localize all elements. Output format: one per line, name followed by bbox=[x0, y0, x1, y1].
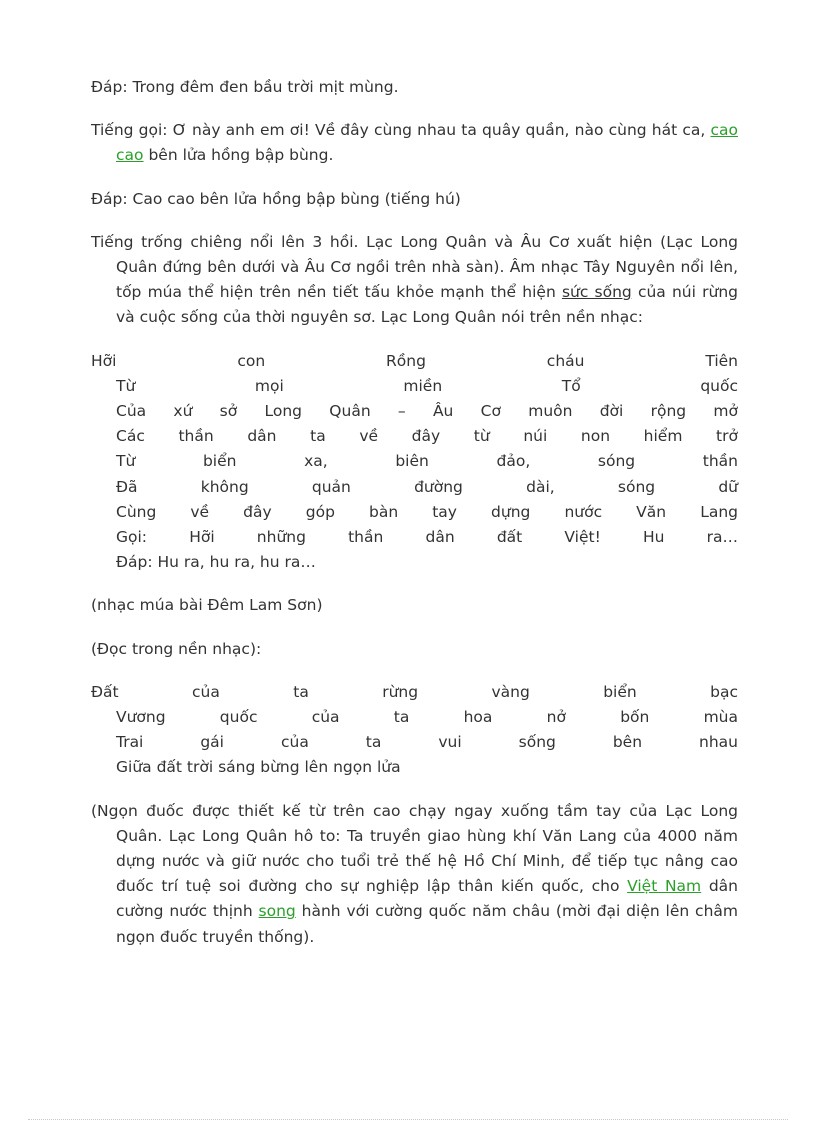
reading-note bbox=[91, 637, 738, 662]
cao-cao-link[interactable]: cao cao bbox=[116, 121, 738, 165]
call-text-end: bên lửa hồng bập bùng. bbox=[143, 146, 334, 165]
poem-line: Cùng về đây góp bàn tay dựng nước Văn Lang bbox=[116, 502, 738, 521]
torch-paragraph bbox=[91, 799, 738, 950]
poem-land bbox=[91, 680, 738, 781]
torch-text: (Ngọn đuốc được thiết kế từ trên cao chạy ngay xuống tầm tay của Lạc Long Quân. Lạc Long Quân hô to: Ta truyền giao hùng khí Văn Lang của 4000 năm dựng nước và giữ nước cho tuổi trẻ thế hệ Hồ Chí Minh, để tiếp tục nâng cao đuốc trí tuệ soi đường cho sự nghiệp lập thân kiến quốc, cho bbox=[91, 801, 738, 896]
page-bottom-divider bbox=[28, 1119, 788, 1120]
poem-line: Hỡi con Rồng cháu Tiên bbox=[91, 351, 738, 370]
viet-nam-link[interactable]: Việt Nam bbox=[627, 877, 702, 896]
answer-line-2 bbox=[91, 187, 738, 212]
call-text: Tiếng gọi: Ơ này anh em ơi! Về đây cùng nhau ta quây quần, nào cùng hát ca, bbox=[91, 121, 711, 140]
answer-line-1 bbox=[91, 75, 738, 100]
poem-line: Trai gái của ta vui sống bên nhau bbox=[116, 733, 738, 752]
poem-line: Đã không quản đường dài, sóng dữ bbox=[116, 477, 738, 496]
torch-text-mid: dân cường nước thịnh bbox=[116, 877, 738, 921]
poem-line: Từ mọi miền Tổ quốc bbox=[116, 376, 738, 395]
music-note bbox=[91, 593, 738, 618]
suc-song-link[interactable]: sức sống bbox=[561, 283, 632, 302]
poem-line: Giữa đất trời sáng bừng lên ngọn lửa bbox=[116, 758, 401, 777]
drum-paragraph bbox=[91, 230, 738, 331]
poem-line: Của xứ sở Long Quân – Âu Cơ muôn đời rộng mở bbox=[116, 402, 738, 421]
poem-lac-long-quan bbox=[91, 349, 738, 576]
drum-text: Tiếng trống chiêng nổi lên 3 hồi. Lạc Long Quân và Âu Cơ xuất hiện (Lạc Long Quân đứng bên dưới và Âu Cơ ngồi trên nhà sàn). Âm nhạc Tây Nguyên nổi lên, tốp múa thể hiện trên nền tiết tấu khỏe mạnh thể hiện bbox=[91, 232, 738, 302]
drum-text-end: của núi rừng và cuộc sống của thời nguyên sơ. Lạc Long Quân nói trên nền nhạc: bbox=[116, 283, 738, 327]
song-link[interactable]: song bbox=[258, 902, 296, 921]
answer-text: Đáp: Cao cao bên lửa hồng bập bùng (tiếng hú) bbox=[91, 189, 461, 208]
poem-line: Gọi: Hỡi những thần dân đất Việt! Hu ra… bbox=[116, 528, 738, 547]
poem-line: Vương quốc của ta hoa nở bốn mùa bbox=[116, 708, 738, 727]
call-paragraph bbox=[91, 118, 738, 168]
poem-line: Đáp: Hu ra, hu ra, hu ra… bbox=[116, 553, 316, 572]
poem-line: Các thần dân ta về đây từ núi non hiểm trở bbox=[116, 427, 738, 446]
poem-line: Đất của ta rừng vàng biển bạc bbox=[91, 682, 738, 701]
torch-text-end: hành với cường quốc năm châu (mời đại diện lên châm ngọn đuốc truyền thống). bbox=[116, 902, 738, 946]
music-note-text: (nhạc múa bài Đêm Lam Sơn) bbox=[91, 596, 323, 615]
poem-line: Từ biển xa, biên đảo, sóng thần bbox=[116, 452, 738, 471]
answer-text: Đáp: Trong đêm đen bầu trời mịt mùng. bbox=[91, 78, 399, 96]
reading-note-text: (Đọc trong nền nhạc): bbox=[91, 639, 262, 658]
